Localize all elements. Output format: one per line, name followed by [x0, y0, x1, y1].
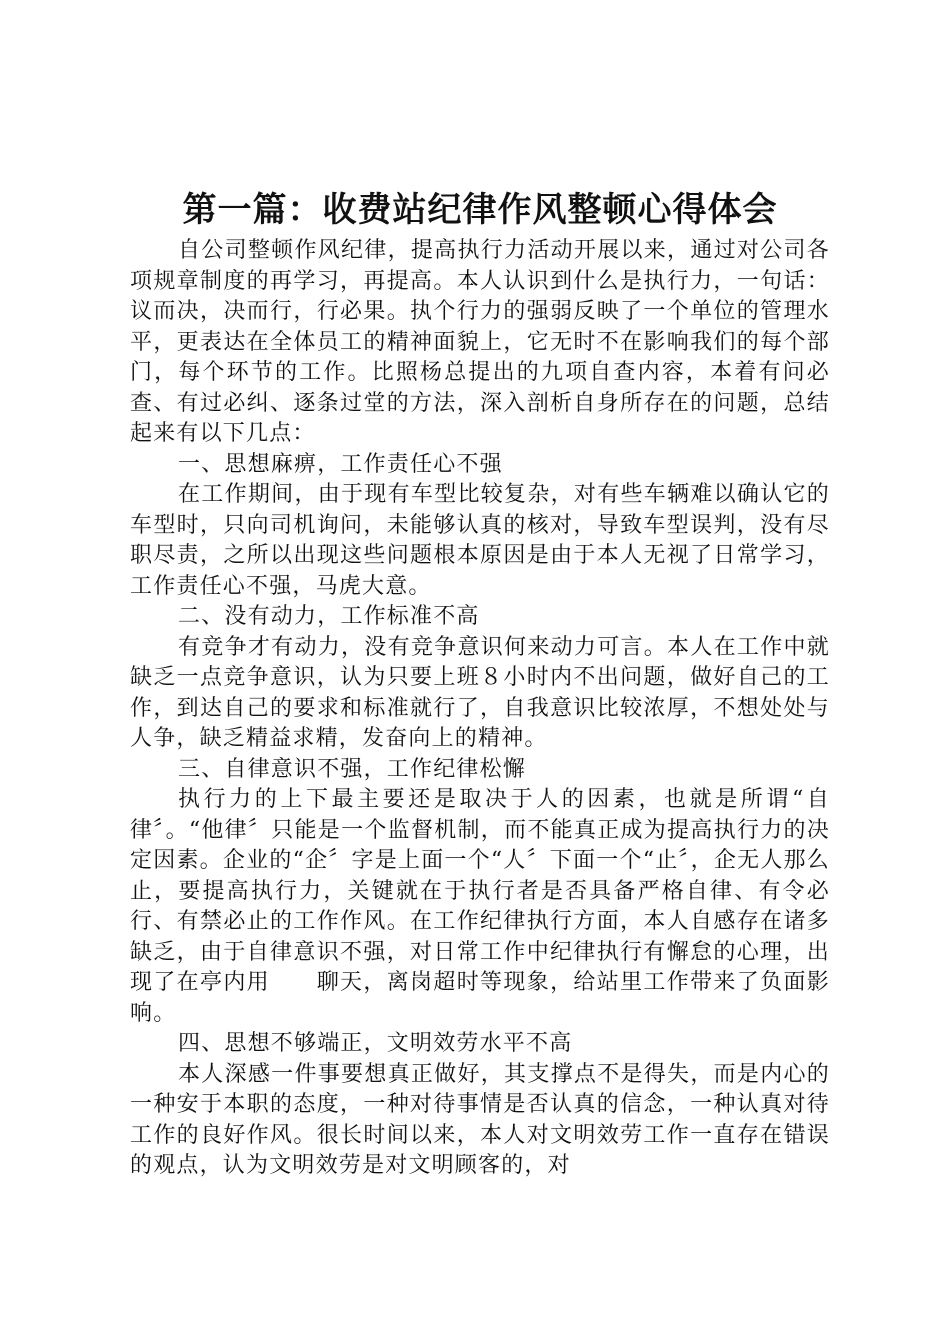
section-body-1: 在工作期间，由于现有车型比较复杂，对有些车辆难以确认它的车型时，只向司机询问，未能够认真的核对，导致车型误判，没有尽职尽责，之所以出现这些问题根本原因是由于本人无视了日常学习，工作责任心不强，马虎大意。 — [130, 482, 830, 599]
section-heading-4: 四、思想不够端正，文明效劳水平不高 — [178, 1031, 573, 1056]
section-body-4: 本人深感一件事要想真正做好，其支撑点不是得失，而是内心的一种安于本职的态度，一种对待事情是否认真的信念，一种认真对待工作的良好作风。很长时间以来，本人对文明效劳工作一直存在错误的观点，认为文明效劳是对文明顾客的，对 — [130, 1061, 830, 1178]
section-heading-2: 二、没有动力，工作标准不高 — [178, 604, 480, 629]
section-body-3: 执行力的上下最主要还是取决于人的因素，也就是所谓“自律〞。“他律〞只能是一个监督机制，而不能真正成为提高执行力的决定因素。企业的“企〞字是上面一个“人〞下面一个“止〞，企无人那么止，要提高执行力，关键就在于执行者是否具备严格自律、有令必行、有禁必止的工作作风。在工作纪律执行方面，本人自感存在诸多缺乏，由于自律意识不强，对日常工作中纪律执行有懈怠的心理，出现了在亭内用 聊天，离岗超时等现象，给站里工作带来了负面影响。 — [130, 787, 830, 1026]
document-title: 第一篇：收费站纪律作风整顿心得体会 — [182, 190, 778, 230]
intro-paragraph: 自公司整顿作风纪律，提高执行力活动开展以来，通过对公司各项规章制度的再学习，再提高。本人认识到什么是执行力，一句话：议而决，决而行，行必果。执个行力的强弱反映了一个单位的管理水平，更表达在全体员工的精神面貌上，它无时不在影响我们的每个部门，每个环节的工作。比照杨总提出的九项自查内容，本着有问必查、有过必纠、逐条过堂的方法，深入剖析自身所存在的问题，总结起来有以下几点： — [130, 238, 830, 446]
document-page — [130, 186, 830, 1182]
section-heading-3: 三、自律意识不强，工作纪律松懈 — [178, 756, 527, 782]
section-heading-1: 一、思想麻痹，工作责任心不强 — [178, 451, 503, 477]
section-body-2: 有竞争才有动力，没有竞争意识何来动力可言。本人在工作中就缺乏一点竞争意识，认为只要上班８小时内不出问题，做好自己的工作，到达自己的要求和标准就行了，自我意识比较浓厚，不想处处与人争，缺乏精益求精，发奋向上的精神。 — [130, 634, 830, 751]
